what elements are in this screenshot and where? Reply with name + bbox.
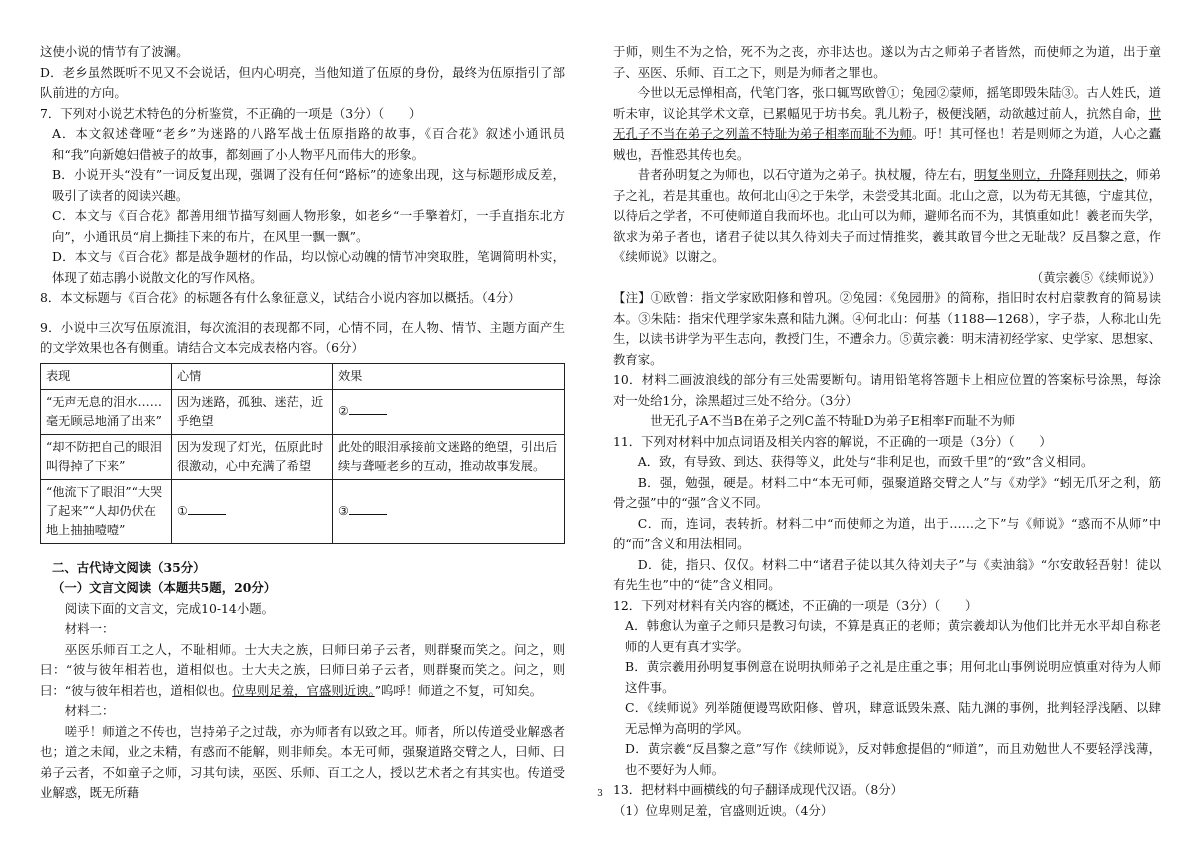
annotation-notes: 【注】①欧曾：指文学家欧阳修和曾巩。②兔园：《兔园册》的简称，指旧时农村启蒙教育的简易读本。③朱陆：指宋代理学家朱熹和陆九渊。④何北山：何基（1188—1268），字子恭，人称北山先生，以读书讲学为平生志向，教授门生，不遭余力。⑤黄宗羲：明末清初经学家、史学家、思想家、教育家。 bbox=[613, 290, 1161, 367]
table-row bbox=[41, 434, 565, 479]
q13-sub-1: （1）位卑则足羞，官盛则近谀。（4分） bbox=[613, 802, 834, 818]
question-12: 12．下列对材料有关内容的概述，不正确的一项是（3分）（ ） bbox=[613, 597, 978, 613]
material-2-cont: 于师，则生不为之恰，死不为之丧，亦非达也。遂以为古之师弟子者皆然，而使师之为道，出于童子、巫医、乐师、百工之下，则是为师者之罪也。 bbox=[613, 44, 1161, 80]
material-1-label: 材料一： bbox=[64, 621, 115, 636]
table-header: 效果 bbox=[333, 363, 565, 389]
table-cell: “他流下了眼泪”“大哭了起来”“人却仍伏在地上抽抽噎噎” bbox=[41, 479, 172, 543]
question-10: 10．材料二画波浪线的部分有三处需要断句。请用铅笔将答题卡上相应位置的答案标号涂黑，每涂对一处给1分，涂黑超过三处不给分。（3分） bbox=[613, 372, 1161, 408]
question-13: 13．把材料中画横线的句子翻译成现代汉语。（8分） bbox=[613, 782, 904, 797]
material-1-part: 巫医乐师百工之人，不耻相师。士大夫之族，曰师曰弟子云者，则群聚而笑之。问之，则曰：“彼与彼年相若也，道相似也。士大夫之族，曰师曰弟子云者，则群聚而笑之。问之，则曰：“彼与彼年相若也，道相似也。 bbox=[40, 641, 565, 698]
q12-option-b: B．黄宗羲用孙明复事例意在说明执师弟子之礼是庄重之事；用何北山事例说明应慎重对待为人师这件事。 bbox=[625, 659, 1161, 695]
question-11: 11．下列对材料中加点词语及相关内容的解说，不正确的一项是（3分）（ ） bbox=[613, 433, 1052, 449]
answer-blank[interactable] bbox=[349, 402, 387, 415]
table-header-row bbox=[41, 363, 565, 389]
material-1-text bbox=[40, 640, 565, 702]
q9-table bbox=[40, 363, 565, 544]
source-citation: （黄宗羲⑤《续师说》） bbox=[1030, 269, 1161, 285]
table-row bbox=[41, 389, 565, 434]
underlined-sentence: 位卑则足羞，官盛则近谀。 bbox=[232, 682, 375, 698]
q7-option-d: D．本文与《百合花》都是战争题材的作品，均以惊心动魄的情节冲突取胜，笔调简明朴实，体现了茹志鹃小说散文化的写作风格。 bbox=[52, 249, 565, 285]
table-cell: 因为迷路，孤独、迷茫，近乎绝望 bbox=[172, 389, 333, 434]
material-1-part: ”呜呼！师道之不复，可知矣。 bbox=[374, 682, 543, 698]
blank-label: ② bbox=[338, 404, 349, 418]
material-2-text: 嗟乎！师道之不传也，岂持弟子之过哉，亦为师者有以致之耳。师者，所以传道受业解惑者也；道之未闻，业之未精，有惑而不能解，则非师矣。本无可师，强聚道路交臂之人，曰师、曰弟子云者，不如童子之师，习其句读，巫医、乐师、百工之人，授以艺术者之有其实也。传道受业解惑，既无所藉 bbox=[40, 723, 565, 800]
table-cell: 此处的眼泪承接前文迷路的绝望，引出后续与聋哑老乡的互动，推动故事发展。 bbox=[333, 434, 565, 479]
text-line: 这使小说的情节有了波澜。 bbox=[40, 44, 189, 59]
reading-intro: 阅读下面的文言文，完成10-14小题。 bbox=[64, 600, 274, 616]
text-part: ，师弟子之礼，若是其重也。故何北山④之于朱学，未尝受其北面。北山之意，以为苟无其德，宁虚其位，以待后之学者，不可使师道自我而坏也。北山可以为师，避师名而不为，其慎重如此！羲老而失学，欲求为弟子者也，诸君子徒以其久待刘夫子而过情推奖，羲其敢冒今世之无耻哉？反昌黎之意，作《续师说》以谢之。 bbox=[613, 167, 1162, 264]
q7-option-c: C．本文与《百合花》都善用细节描写刻画人物形象，如老乡“一手擎着灯，一手直指东北方向”，小通讯员“肩上撕挂下来的布片，在风里一飘一飘”。 bbox=[52, 208, 565, 244]
question-8: 8．本文标题与《百合花》的标题各有什么象征意义，试结合小说内容加以概括。（4分） bbox=[40, 290, 521, 305]
q7-option-b: B．小说开头“没有”一词反复出现，强调了没有任何“路标”的迹象出现，这与标题形成反差，吸引了读者的阅读兴趣。 bbox=[52, 167, 565, 203]
subsection-heading: （一）文言文阅读（本题共5题，20分） bbox=[52, 580, 277, 595]
table-cell bbox=[333, 479, 565, 543]
q12-option-a: A．韩愈认为童子之师只是教习句读，不算是真正的老师；黄宗羲却认为他们比并无水平却自称老师的人更有真才实学。 bbox=[625, 618, 1161, 654]
table-header: 心情 bbox=[172, 363, 333, 389]
page-number: 3 bbox=[597, 789, 603, 799]
q11-option-a: A．致，有导致、到达、获得等义，此处与“非利足也，而致千里”的“致”含义相同。 bbox=[637, 454, 1094, 469]
q11-option-d: D．徒，指只、仅仅。材料二中“诸君子徒以其久待刘夫子”与《卖油翁》“尔安敢轻吾射！徒以有先生也”中的“徒”含义相同。 bbox=[613, 556, 1161, 592]
right-column bbox=[613, 42, 1161, 821]
q12-option-d: D．黄宗羲“反昌黎之意”写作《续师说》，反对韩愈提倡的“师道”，而且劝勉世人不要轻浮浅薄，也不要好为人师。 bbox=[625, 741, 1161, 777]
text-part: 今世以无忌惮相高，代笔门客，张口辄骂欧曾①；兔园②蒙师，摇笔即毁朱陆③。古人姓氏，道听未审，议论其学术文章，已累幅见于坊书矣。乳儿粉子，极便浅陋，动欲越过前人，抗然自命， bbox=[613, 85, 1161, 121]
q12-option-c: C．《续师说》列举随便谩骂欧阳修、曾巩，肆意诋毁朱熹、陆九渊的事例，批判轻浮浅陋、以肆无忌惮为高明的学风。 bbox=[625, 700, 1161, 736]
left-column bbox=[40, 42, 565, 804]
underlined-sentence: 明复坐则立，升降拜则扶之 bbox=[974, 167, 1124, 182]
q11-option-b: B．强，勉强，硬是。材料二中“本无可师，强聚道路交臂之人”与《劝学》“蚓无爪牙之利，筋骨之强”中的“强”含义不同。 bbox=[613, 474, 1161, 510]
q11-option-c: C．而，连词，表转折。材料二中“而使师之为道，出于……之下”与《师说》“惑而不从师”中的“而”含义和用法相同。 bbox=[613, 515, 1161, 551]
table-cell: 因为发现了灯光，伍原此时很激动，心中充满了希望 bbox=[172, 434, 333, 479]
option-d: D．老乡虽然既听不见又不会说话，但内心明亮，当他知道了伍原的身份，最终为伍原指引了部队前进的方向。 bbox=[40, 64, 565, 100]
question-9: 9．小说中三次写伍原流泪，每次流泪的表现都不同，心情不同，在人物、情节、主题方面产生的文学效果也各有侧重。请结合文本完成表格内容。（6分） bbox=[40, 319, 565, 355]
wavy-line-sentence: 世无孔子不当在弟子之列盖不特耻为弟子相率而耻不为师 bbox=[613, 105, 1161, 141]
table-cell: “却不防把自己的眼泪叫得掉了下来” bbox=[41, 434, 172, 479]
table-cell bbox=[172, 479, 333, 543]
table-cell: “无声无息的泪水……毫无顾忌地涌了出来” bbox=[41, 389, 172, 434]
blank-label: ③ bbox=[338, 503, 349, 518]
answer-blank[interactable] bbox=[188, 502, 226, 515]
text-part: 昔者孙明复之为师也，以石守道为之弟子。执杖履，待左右， bbox=[637, 167, 975, 182]
section-heading: 二、古代诗文阅读（35分） bbox=[52, 559, 206, 575]
question-7: 7．下列对小说艺术特色的分析鉴赏，不正确的一项是（3分）（ ） bbox=[40, 105, 422, 121]
table-cell bbox=[333, 389, 565, 434]
text-part: 。吁！其可怪也！若是则师之为道，人心之蠹贼也，吾惟恐其传也矣。 bbox=[613, 126, 1162, 162]
q7-option-a: A．本文叙述聋哑“老乡”为迷路的八路军战士伍原指路的故事，《百合花》叙述小通讯员和“我”向新媳妇借被子的故事，都刻画了小人物平凡而伟大的形象。 bbox=[52, 126, 565, 162]
table-row bbox=[41, 479, 565, 543]
q10-sentence: 世无孔子A不当B在弟子之列C盖不特耻D为弟子E相率F而耻不为师 bbox=[650, 413, 1016, 428]
material-2-para bbox=[613, 83, 1161, 165]
answer-blank[interactable] bbox=[349, 502, 387, 515]
material-2-label: 材料二： bbox=[64, 703, 115, 718]
material-2-para bbox=[613, 165, 1161, 268]
table-header: 表现 bbox=[41, 363, 172, 389]
blank-label: ① bbox=[177, 503, 188, 518]
